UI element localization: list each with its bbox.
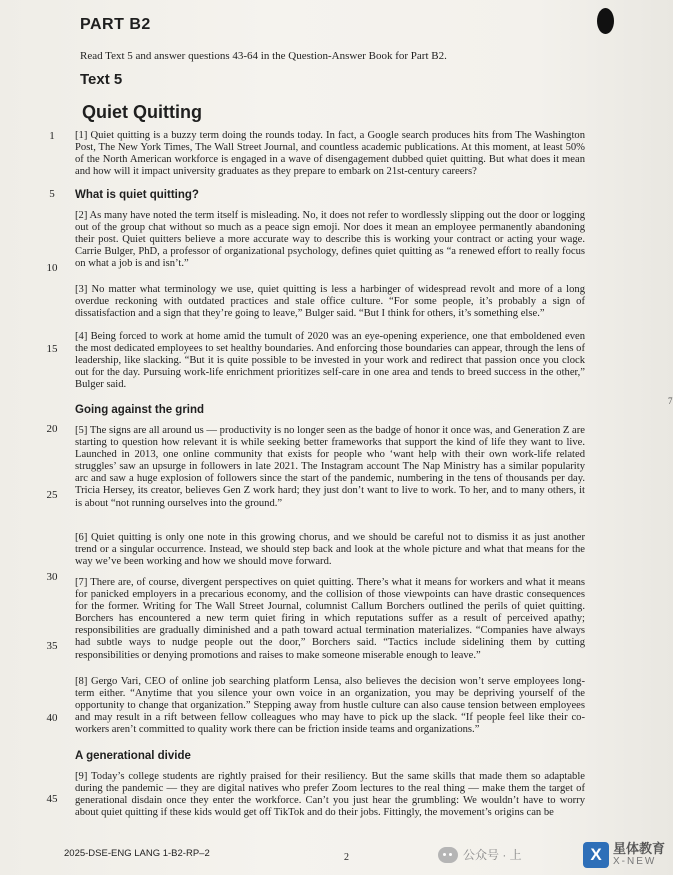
watermark-brand: 星体教育: [612, 840, 665, 856]
paragraph-6: [6] Quiet quitting is only one note in this growing chorus, and we should be careful not to dismiss it as just another trend or a singular occurrence. Instead, we should step back and look at the whole picture and what that means for the way we’ve been working and how we should move forward.: [75, 532, 585, 568]
watermark-logo: [583, 842, 673, 868]
section-heading-generational: A generational divide: [75, 750, 191, 762]
line-number: 45: [46, 793, 58, 805]
paragraph-5: [5] The signs are all around us — productivity is no longer seen as the badge of honor it once was, and Generation Z are starting to question how relevant it is while seeking better frameworks that support the kind of life they want to live. Launched in 2013, one online community that exists for people who ‘want help with their own work-life related struggles’ saw an upsurge in followers in late 2021. The Instagram account The Nap Ministry has a similar popularity arc and saw a huge explosion of followers since the start of the pandemic, numbering in the tens of thousands per day. Tricia Hersey, its creator, believes Gen Z work hard; they just don’t want to live to work. To her, and to many others, it is about “not running ourselves into the ground.”: [75, 425, 585, 509]
line-number: 15: [46, 343, 58, 355]
paragraph-4: [4] Being forced to work at home amid the tumult of 2020 was an eye-opening experience, one that emboldened even the most dedicated employees to set healthy boundaries. And enforcing those boundaries can appear, through the lens of leadership, like slacking. “But it is quite possible to be invested in your work and redirect that passion once you clock out for the day. Pursuing work-life enrichment prioritizes self-care in one area and tends to breed success in the other,” Bulger said.: [75, 331, 585, 391]
page-number: 2: [344, 852, 349, 863]
part-heading: PART B2: [80, 16, 151, 33]
ink-blot: [597, 8, 614, 34]
paragraph-7: [7] There are, of course, divergent perspectives on quiet quitting. There’s what it means for workers and what it means for panicked employers in a precarious economy, and the collision of those viewpoints can have drastic consequences for the former. Writing for The Wall Street Journal, columnist Callum Borchers outlined the perils of quiet quitting. Borchers has encountered a new term quiet firing in which reputations suffer as a result of perceived apathy; responsibilities are gradually diminished and a path toward actual termination materializes. “Companies have always had subtle ways to nudge people out the door,” Borchers said. “Tactics include sidelining them by cutting responsibilities or denying promotions and raises to make someone miserable enough to leave.”: [75, 577, 585, 661]
text-label: Text 5: [80, 71, 123, 88]
watermark-account: 公众号 · 上: [463, 848, 522, 862]
article-title: Quiet Quitting: [82, 102, 202, 122]
line-number: 35: [46, 640, 58, 652]
section-heading-grind: Going against the grind: [75, 404, 205, 416]
line-number: 5: [49, 188, 55, 200]
line-number: 20: [46, 423, 58, 435]
line-number: 40: [46, 712, 58, 724]
paragraph-1: [1] Quiet quitting is a buzzy term doing the rounds today. In fact, a Google search produces hits from The Washington Post, The New York Times, The Wall Street Journal, and countless academic publications. At this moment, at least 50% of the North American workforce is engaged in a wave of disengagement dubbed quiet quitting. But what does it mean and how will it impact university graduates as they prepare to embark on 21st-century careers?: [75, 130, 585, 178]
watermark-sub: X-NEW: [612, 855, 657, 867]
paragraph-2: [2] As many have noted the term itself is misleading. No, it does not refer to wordlessly slipping out the door or logging out of the group chat without so much as a peace sign emoji. Nor does it mean an employee permanently abandoning their post. Quiet quitters believe a more accurate way to describe this is working your contract or acting your wage. Carrie Bulger, PhD, a professor of organizational psychology, defines quiet quitting as “a renewed effort to really focus on what a job is and isn’t.”: [75, 210, 585, 270]
line-number: 25: [46, 489, 58, 501]
wechat-icon: [438, 847, 458, 863]
paragraph-8: [8] Gergo Vari, CEO of online job searching platform Lensa, also believes the decision won’t serve employees long-term either. “Anytime that you silence your own voice in an organization, you may be depriving yourself of the opportunity to change that organization.” Stepping away from hustle culture can also cause tension between employees and may result in a rift between fellow colleagues who may have to pick up the slack. “If people feel like their co-workers aren’t committed to quality work there can be friction inside teams and organizations.”: [75, 676, 585, 736]
line-number: 30: [46, 571, 58, 583]
paragraph-9: [9] Today’s college students are rightly praised for their resiliency. But the same skills that made them so adaptable during the pandemic — they are digital natives who prefer Zoom lectures to the real thing — make them the target of generational disdain once they enter the workforce. Can’t you just hear the grumbling: We wouldn’t have to worry about quiet quitting if these kids would get off TikTok and do their jobs. Fittingly, the movement’s origins can be: [75, 771, 585, 819]
x-logo-icon: X: [583, 842, 609, 868]
section-heading-what-is: What is quiet quitting?: [75, 189, 199, 201]
margin-mark: 7: [668, 396, 673, 406]
line-number: 10: [46, 262, 58, 274]
line-number: 1: [49, 130, 55, 142]
paragraph-3: [3] No matter what terminology we use, quiet quitting is less a harbinger of widespread revolt and more of a long overdue reckoning with outdated practices and stale office culture. “For some people, it’s probably a sign of dissatisfaction and a sign that they’re going to leave,” Bulger said. “But I think for others, it’s something else.”: [75, 284, 585, 320]
instruction-line: Read Text 5 and answer questions 43-64 in the Question-Answer Book for Part B2.: [80, 50, 447, 62]
paper-code: 2025-DSE-ENG LANG 1-B2-RP–2: [64, 848, 210, 859]
watermark: [438, 834, 673, 875]
